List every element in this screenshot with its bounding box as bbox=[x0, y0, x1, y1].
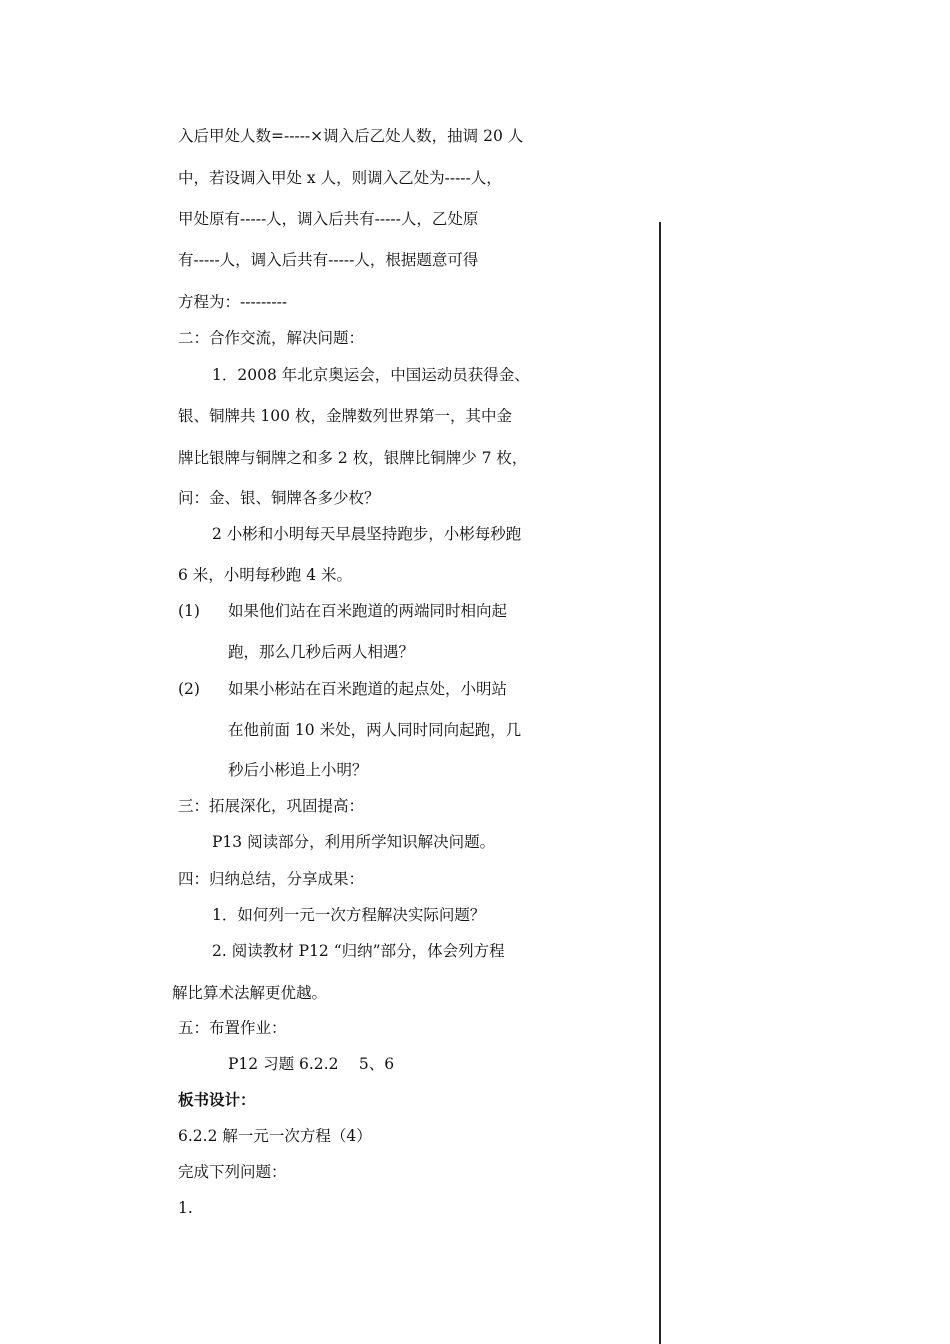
text-line: 在他前面 10 米处，两人同时同向起跑，几 bbox=[228, 721, 522, 739]
text-line: 甲处原有-----人，调入后共有-----人，乙处原 bbox=[178, 210, 479, 228]
text-line: 中，若设调入甲处 x 人，则调入乙处为-----人， bbox=[178, 169, 502, 187]
section-heading: 四：归纳总结，分享成果： bbox=[178, 870, 365, 888]
section-heading: 二：合作交流，解决问题： bbox=[178, 329, 365, 347]
text-line: 秒后小彬追上小明？ bbox=[228, 761, 368, 779]
text-line: 2 小彬和小明每天早晨坚持跑步，小彬每秒跑 bbox=[212, 525, 522, 543]
text-line: 2. 阅读教材 P12 “归纳”部分，体会列方程 bbox=[212, 942, 505, 960]
text-line: 如果小彬站在百米跑道的起点处，小明站 bbox=[228, 680, 508, 698]
text-line: 牌比银牌与铜牌之和多 2 枚，银牌比铜牌少 7 枚， bbox=[178, 449, 528, 467]
text-line: 完成下列问题： bbox=[178, 1163, 287, 1181]
text-line: 如果他们站在百米跑道的两端同时相向起 bbox=[228, 602, 508, 620]
board-design-heading: 板书设计： bbox=[178, 1091, 256, 1109]
text-line: 问：金、银、铜牌各多少枚？ bbox=[178, 489, 380, 507]
text-line: 银、铜牌共 100 枚，金牌数列世界第一，其中金 bbox=[178, 407, 512, 425]
text-line: 1．2008 年北京奥运会，中国运动员获得金、 bbox=[212, 366, 530, 384]
text-line: P12 习题 6.2.2 5、6 bbox=[228, 1055, 395, 1073]
text-line: 方程为：--------- bbox=[178, 293, 288, 311]
question-number: (1) bbox=[178, 602, 200, 620]
text-line: 有-----人，调入后共有-----人，根据题意可得 bbox=[178, 251, 479, 269]
text-line: 跑，那么几秒后两人相遇？ bbox=[228, 643, 415, 661]
text-line: 1. bbox=[178, 1199, 193, 1217]
text-line: 入后甲处人数=-----×调入后乙处人数，抽调 20 人 bbox=[178, 127, 524, 145]
text-line: 解比算术法解更优越。 bbox=[172, 984, 328, 1002]
vertical-rule bbox=[659, 222, 661, 1344]
text-line: 1．如何列一元一次方程解决实际问题？ bbox=[212, 906, 486, 924]
question-number: (2) bbox=[178, 680, 200, 698]
text-line: 6 米，小明每秒跑 4 米。 bbox=[178, 566, 353, 584]
section-heading: 五：布置作业： bbox=[178, 1019, 287, 1037]
section-heading: 三：拓展深化，巩固提高： bbox=[178, 797, 365, 815]
text-line: 6.2.2 解一元一次方程（4） bbox=[178, 1127, 372, 1145]
text-line: P13 阅读部分，利用所学知识解决问题。 bbox=[212, 833, 496, 851]
